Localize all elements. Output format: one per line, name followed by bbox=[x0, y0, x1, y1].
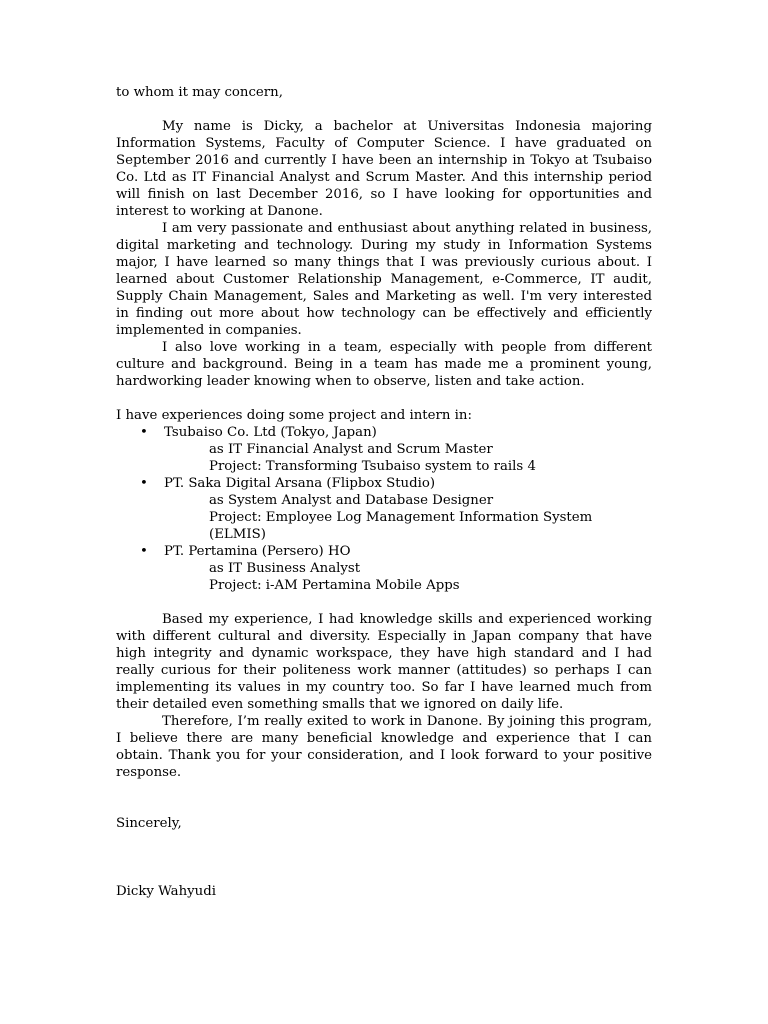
experience-item bbox=[116, 475, 652, 543]
bullet-icon: • bbox=[140, 476, 148, 491]
experience-project: Project: Employee Log Management Information System (ELMIS) bbox=[209, 510, 593, 542]
paragraph-conclusion: Therefore, I’m really exited to work in Danone. By joining this program, I believe there are many beneficial knowledge and experience that I can obtain. Thank you for your consideration, and I look forward to your positive response. bbox=[116, 714, 652, 780]
spacer bbox=[116, 101, 652, 118]
spacer bbox=[116, 390, 652, 407]
bullet-icon: • bbox=[140, 425, 148, 440]
paragraph-interests: I am very passionate and enthusiast about anything related in business, digital marketing and technology. During my study in Information Systems major, I have learned so many things that I was previously curious about. I learned about Customer Relationship Management, e-Commerce, IT audit, Supply Chain Management, Sales and Marketing as well. I'm very interested in finding out more about how technology can be effectively and efficiently implemented in companies. bbox=[116, 221, 652, 338]
experience-role: as System Analyst and Database Designer bbox=[209, 493, 494, 508]
experience-role: as IT Business Analyst bbox=[209, 561, 361, 576]
experience-item bbox=[116, 543, 652, 594]
spacer bbox=[116, 594, 652, 611]
experience-company: Tsubaiso Co. Ltd (Tokyo, Japan) bbox=[164, 425, 377, 440]
experience-project: Project: i-AM Pertamina Mobile Apps bbox=[209, 578, 460, 593]
spacer bbox=[116, 798, 652, 815]
experience-role: as IT Financial Analyst and Scrum Master bbox=[209, 442, 493, 457]
signature-name: Dicky Wahyudi bbox=[116, 884, 216, 899]
closing: Sincerely, bbox=[116, 816, 182, 831]
experience-company: PT. Pertamina (Persero) HO bbox=[164, 544, 351, 559]
paragraph-teamwork: I also love working in a team, especially with people from different culture and background. Being in a team has made me a prominent young, hardworking leader knowing when to observe, listen and take action. bbox=[116, 340, 652, 389]
experience-project: Project: Transforming Tsubaiso system to rails 4 bbox=[209, 459, 536, 474]
spacer bbox=[116, 781, 652, 798]
cover-letter bbox=[116, 84, 652, 900]
experience-item bbox=[116, 424, 652, 475]
experience-intro: I have experiences doing some project and intern in: bbox=[116, 408, 472, 423]
paragraph-experience-reflection: Based my experience, I had knowledge skills and experienced working with different cultural and diversity. Especially in Japan company that have high integrity and dynamic workspace, they have high standard and I had really curious for their politeness work manner (attitudes) so perhaps I can implementing its values in my country too. So far I have learned much from their detailed even something smalls that we ignored on daily life. bbox=[116, 612, 652, 712]
bullet-icon: • bbox=[140, 544, 148, 559]
experience-list bbox=[116, 424, 652, 594]
experience-company: PT. Saka Digital Arsana (Flipbox Studio) bbox=[164, 476, 436, 491]
signature-space bbox=[116, 832, 652, 883]
paragraph-introduction: My name is Dicky, a bachelor at Universitas Indonesia majoring Information Systems, Faculty of Computer Science. I have graduated on September 2016 and currently I have been an internship in Tokyo at Tsubaiso Co. Ltd as IT Financial Analyst and Scrum Master. And this internship period will finish on last December 2016, so I have looking for opportunities and interest to working at Danone. bbox=[116, 119, 652, 219]
greeting: to whom it may concern, bbox=[116, 85, 283, 100]
